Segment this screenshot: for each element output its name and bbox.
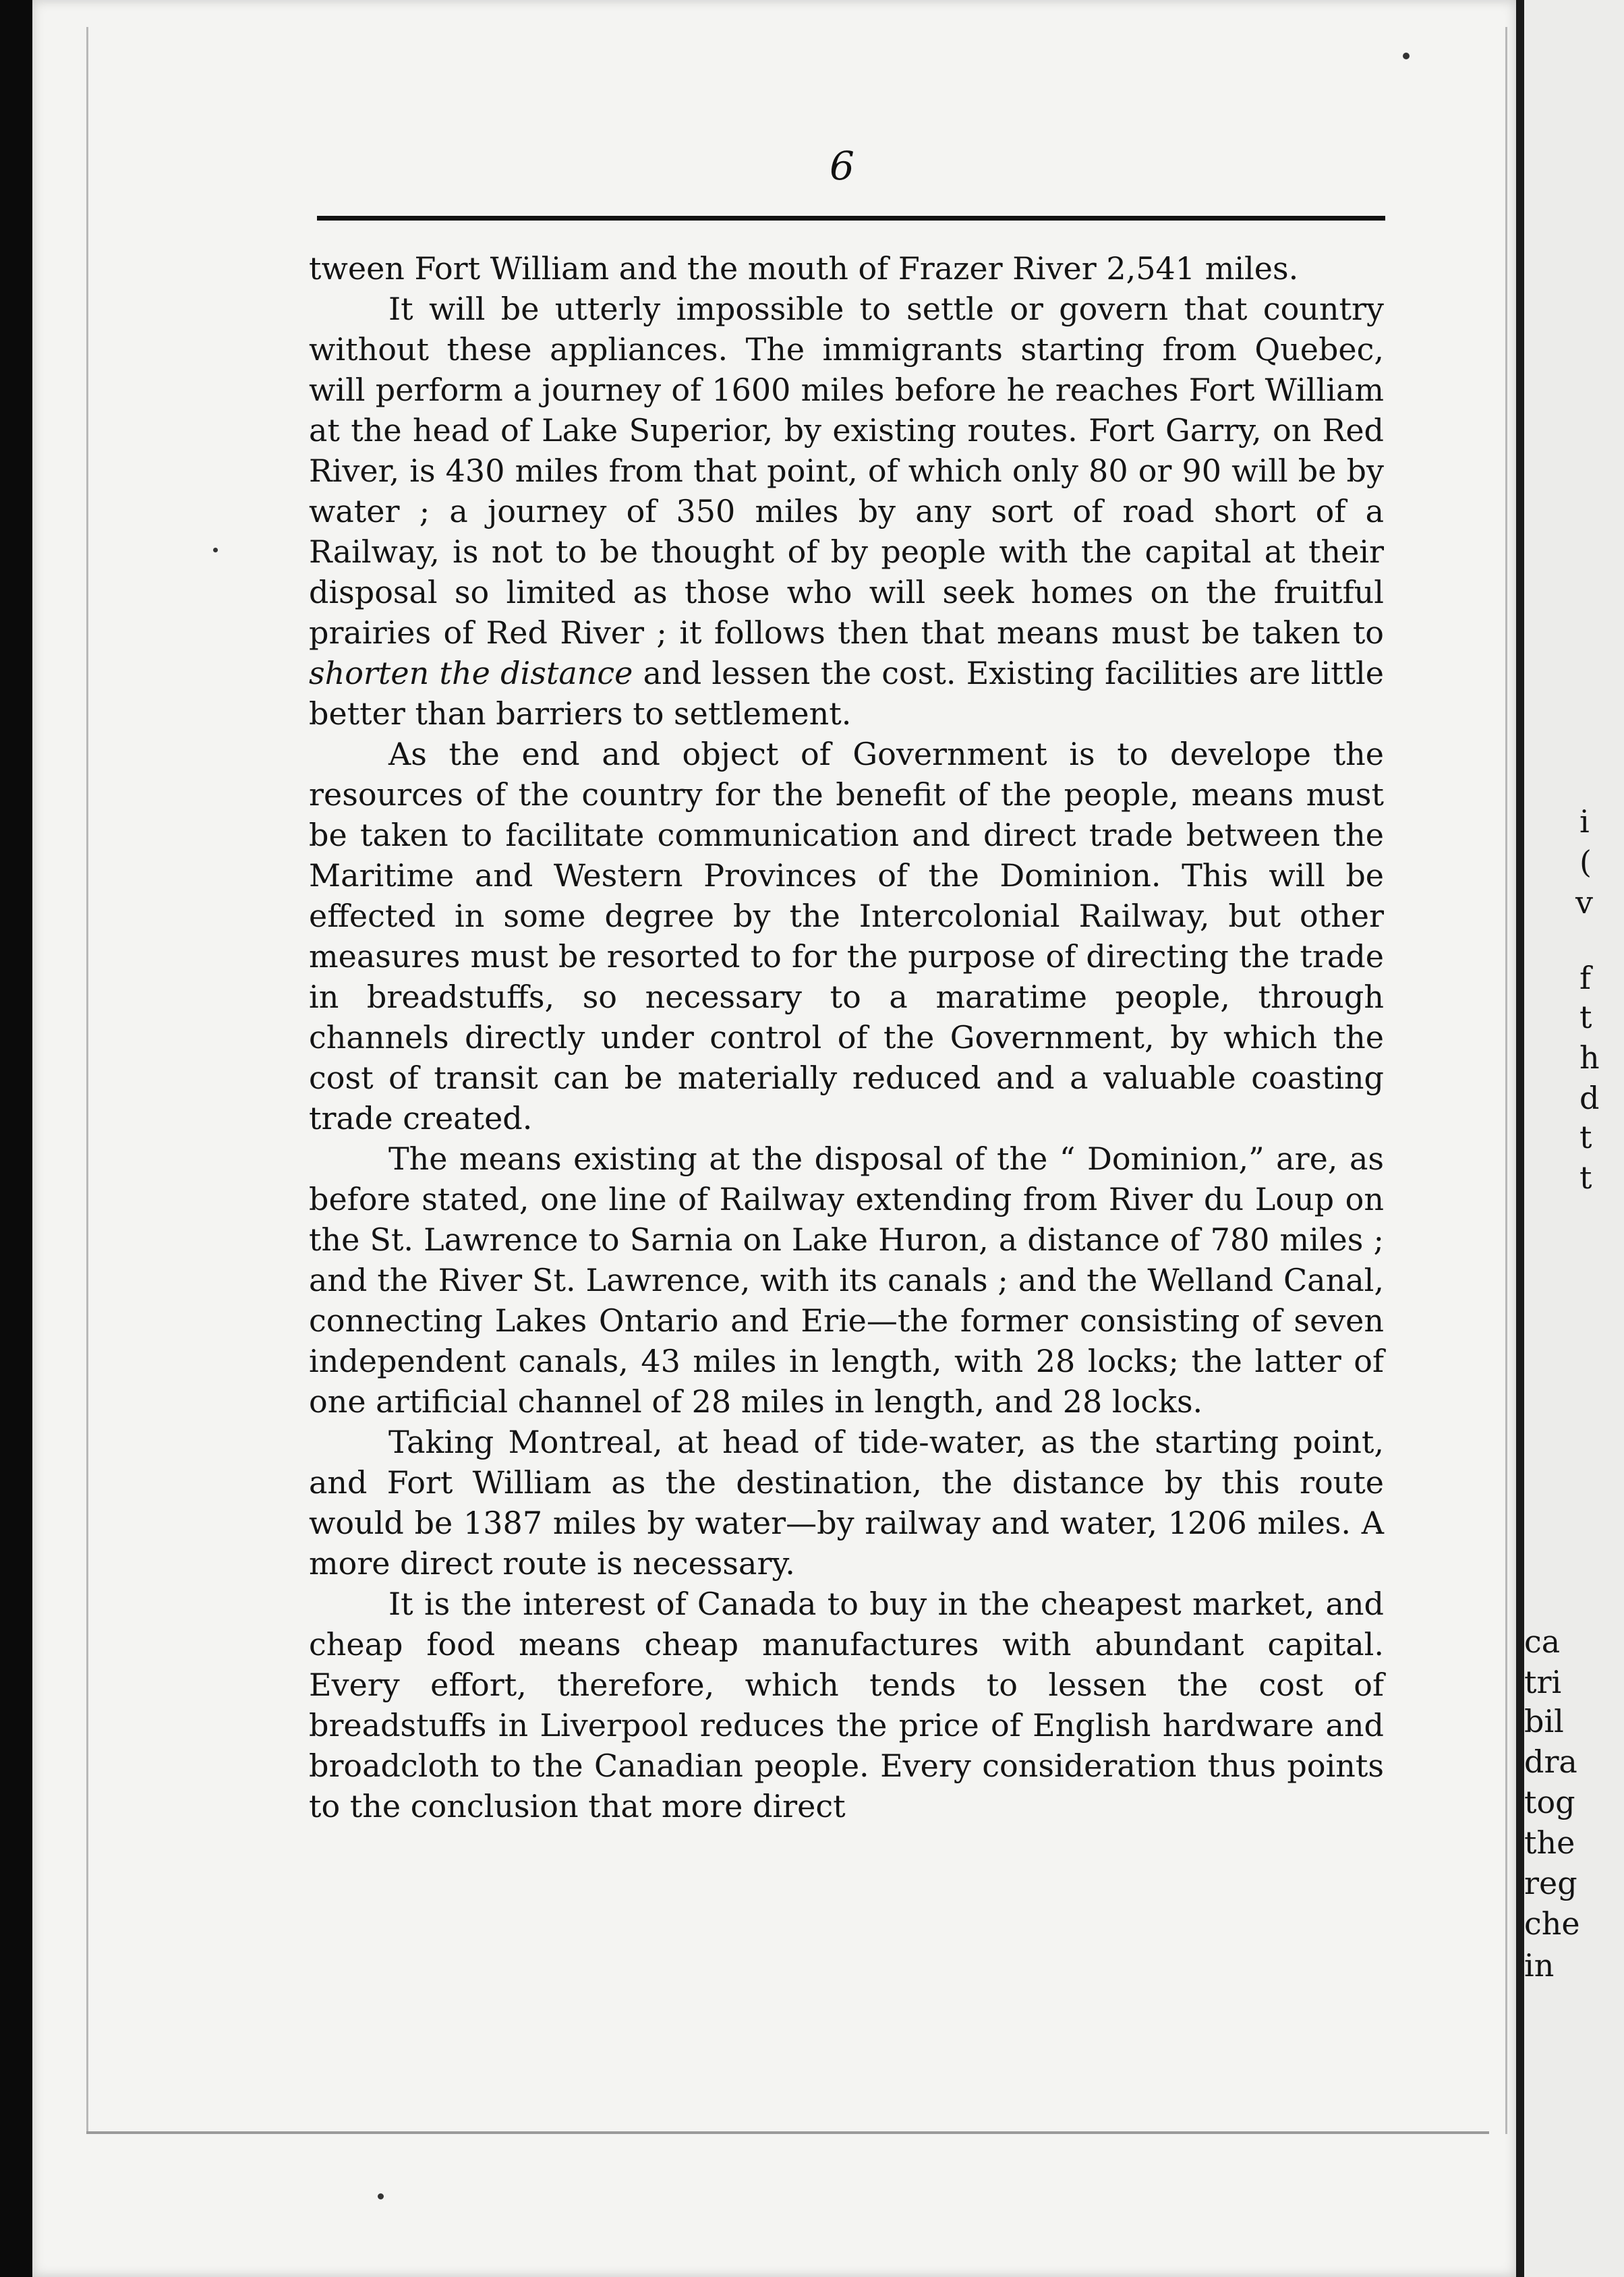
paragraph-6: It is the interest of Canada to buy in the cheapest market, and cheap food means cheap manufactures with abundant capital. Every effort, therefore, which tends to lessen the cost of breadstuffs in Liverpool reduces the price of English hardware and broadcloth to the Canadian people. Every consideration thus points to the conclusion that more direct: [309, 1586, 1384, 1824]
paragraph-2-italic: shorten the distance: [309, 655, 633, 691]
paragraph-4: The means existing at the disposal of the “ Dominion,” are, as before stated, one line of Railway extending from River du Loup on the St. Lawrence to Sarnia on Lake Huron, a distance of 780 miles ; and the River St. Lawrence, with its canals ; and the Welland Canal, connecting Lakes Ontario and Erie—the former consisting of seven independent canals, 43 miles in length, with 28 locks; the latter of one artificial channel of 28 miles in length, and 28 locks.: [309, 1141, 1384, 1420]
facing-fragment: h: [1579, 1039, 1600, 1076]
page-number: 6: [830, 143, 854, 189]
header-rule: [317, 216, 1385, 221]
facing-fragment: f: [1579, 960, 1592, 996]
facing-page: [1524, 0, 1624, 2277]
paragraph-2-tail: and lessen the cost. Existing facilities are little better than barriers to settlement.: [309, 655, 1384, 732]
facing-fragment: in: [1524, 1947, 1555, 1984]
paragraph-5: Taking Montreal, at head of tide-water, as the starting point, and Fort William as the destination, the distance by this route would be 1387 miles by water—by railway and water, 1206 miles. A more direct route is necessary.: [309, 1424, 1384, 1582]
facing-fragment: che: [1524, 1905, 1580, 1942]
page-border-bottom: [86, 2131, 1489, 2134]
facing-fragment: tog: [1524, 1784, 1575, 1820]
facing-fragment: (: [1579, 844, 1592, 880]
paragraph-2-text: It will be utterly impossible to settle or govern that country without these appliances. The immigrants starting from Quebec, will perform a journey of 1600 miles before he reaches Fort William at the head of Lake Superior, by existing routes. Fort Garry, on Red River, is 430 miles from that point, of which only 80 or 90 will be by water ; a journey of 350 miles by any sort of road short of a Railway, is not to be thought of by people with the capital at their disposal so limited as those who will seek homes on the fruitful prairies of Red River ; it follows then that means must be taken to: [309, 291, 1384, 651]
body-text: [309, 248, 1384, 1826]
page-border-left: [86, 27, 88, 2134]
facing-fragment: reg: [1524, 1865, 1577, 1901]
facing-fragment: v: [1575, 884, 1593, 921]
facing-fragment: i: [1579, 803, 1590, 840]
page-gutter: [1516, 0, 1524, 2277]
paragraph-2: [309, 289, 1384, 734]
scan-speck: [1403, 53, 1410, 59]
scan-speck: [378, 2193, 384, 2199]
facing-fragment: dra: [1524, 1743, 1577, 1780]
paragraph-1: tween Fort William and the mouth of Frazer River 2,541 miles.: [309, 250, 1299, 287]
facing-fragment: ca: [1524, 1623, 1561, 1660]
scan-speck: [213, 548, 218, 552]
facing-fragment: d: [1579, 1080, 1600, 1116]
facing-fragment: bil: [1524, 1703, 1564, 1739]
page-border-right: [1505, 27, 1507, 2134]
facing-fragment: the: [1524, 1824, 1575, 1861]
paragraph-3: As the end and object of Government is to develope the resources of the country for the benefit of the people, means must be taken to facilitate communication and direct trade between the Maritime and Western Provinces of the Dominion. This will be effected in some degree by the Intercolonial Railway, but other measures must be resorted to for the purpose of directing the trade in breadstuffs, so necessary to a maratime people, through channels directly under control of the Government, by which the cost of transit can be materially reduced and a valuable coasting trade created.: [309, 736, 1384, 1136]
facing-fragment: tri: [1524, 1664, 1562, 1700]
facing-fragment: t: [1579, 999, 1592, 1035]
facing-fragment: t: [1579, 1159, 1592, 1196]
facing-fragment: t: [1579, 1119, 1592, 1155]
